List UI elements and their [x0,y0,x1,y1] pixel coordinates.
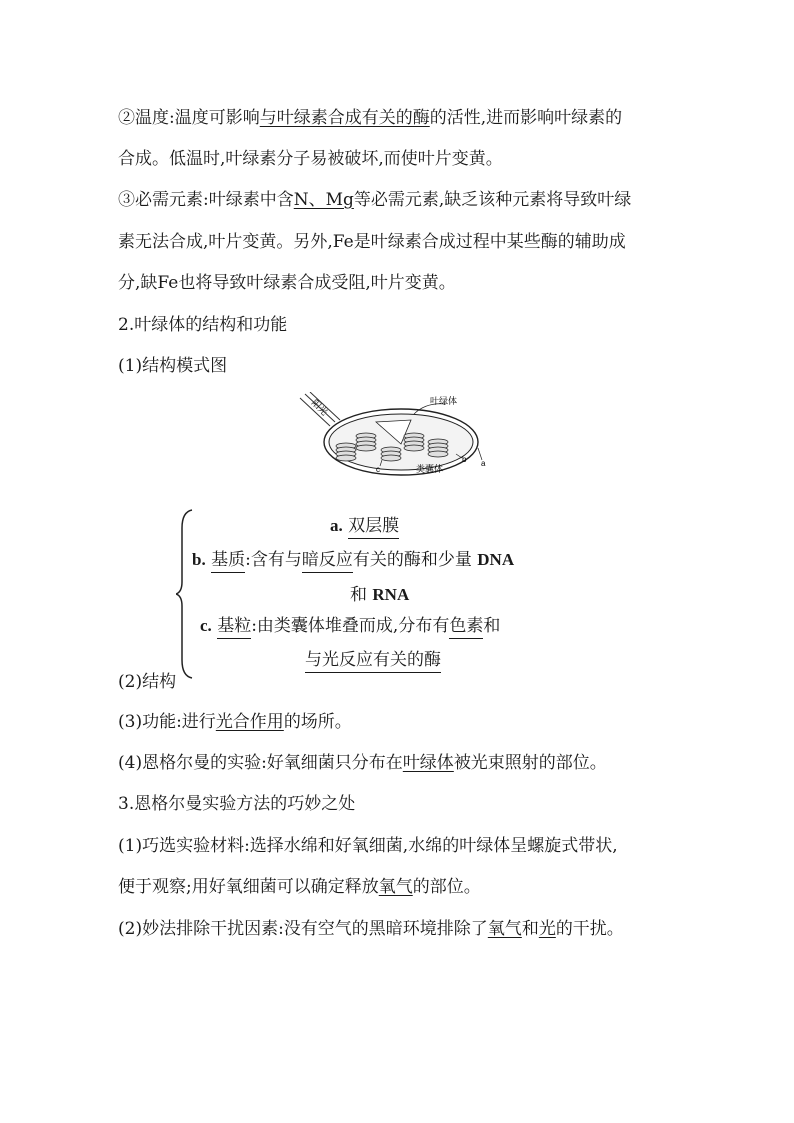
text: 和 [350,585,367,605]
interference-line [118,917,624,941]
text: 的干扰。 [555,919,624,939]
letter-c: c. [200,616,212,635]
label-a: a [481,459,486,468]
text: ③必需元素:叶绿素中含 [118,190,294,210]
text: (2)妙法排除干扰因素:没有空气的黑暗环境排除了 [118,919,488,939]
answer-pigment: 色素 [449,616,483,639]
sunlight-label: 阳光 [309,397,330,418]
subsection-diagram-title: (1)结构模式图 [118,356,228,376]
answer-light-enzymes: 与光反应有关的酶 [305,650,441,673]
answer-photosynthesis: 光合作用 [215,712,284,732]
text: 和 [521,919,539,939]
text: 有关的酶和少量 [352,550,472,570]
structure-label: (2)结构 [118,672,177,692]
answer-light: 光 [538,919,556,939]
structure-b-cont [350,583,409,607]
answer-grana: 基粒 [217,616,251,639]
text: :含有与 [245,550,302,570]
answer-double-membrane: 双层膜 [348,516,399,539]
answer-dark-reaction: 暗反应 [302,550,353,573]
letter-a: a. [330,516,343,535]
underlined-answer: N、Mg [293,190,354,210]
text: ②温度:温度可影响 [118,108,260,128]
paragraph-elements-line3: 分,缺Fe也将导致叶绿素合成受阻,叶片变黄。 [118,273,456,293]
answer-chloroplast: 叶绿体 [402,753,454,773]
text: 和 [483,616,501,636]
paragraph-elements [118,188,631,212]
dna-text: DNA [477,550,515,569]
structure-b [192,548,514,572]
chloroplast-diagram [296,392,496,482]
paragraph-elements-line2: 素无法合成,叶片变黄。另外,Fe是叶绿素合成过程中某些酶的辅助成 [118,232,626,252]
text: (4)恩格尔曼的实验:好氧细菌只分布在 [118,753,403,773]
text: 便于观察;用好氧细菌可以确定释放 [118,877,379,897]
label-c: c [376,465,380,474]
thylakoid-label: 类囊体 [416,464,444,474]
letter-b: b. [192,550,206,569]
text: (3)功能:进行 [118,712,216,732]
structure-c [200,614,500,638]
text: 等必需元素,缺乏该种元素将导致叶绿 [353,190,632,210]
section-heading-2: 2.叶绿体的结构和功能 [118,315,288,335]
text: 的部位。 [412,877,481,897]
underlined-answer: 与叶绿素合成有关的酶 [259,108,430,128]
text: :由类囊体堆叠而成,分布有 [251,616,450,636]
rna-text: RNA [372,585,410,604]
engelmann-line [118,751,607,775]
material-line2 [118,875,481,899]
text: 被光束照射的部位。 [453,753,607,773]
brace [176,508,194,680]
answer-oxygen-2: 氧气 [487,919,522,939]
paragraph-temperature [118,106,622,130]
section-heading-3: 3.恩格尔曼实验方法的巧妙之处 [118,794,356,814]
structure-c-cont [305,648,441,672]
material-line: (1)巧选实验材料:选择水绵和好氧细菌,水绵的叶绿体呈螺旋式带状, [118,836,618,856]
paragraph-temperature-line2: 合成。低温时,叶绿素分子易被破坏,而使叶片变黄。 [118,149,503,169]
answer-oxygen: 氧气 [378,877,413,897]
label-b: b [462,455,467,464]
text: 的活性,进而影响叶绿素的 [429,108,623,128]
text: 的场所。 [283,712,352,732]
function-line [118,710,352,734]
structure-a [330,514,399,538]
answer-stroma: 基质 [211,550,245,573]
chloroplast-label: 叶绿体 [430,396,458,406]
